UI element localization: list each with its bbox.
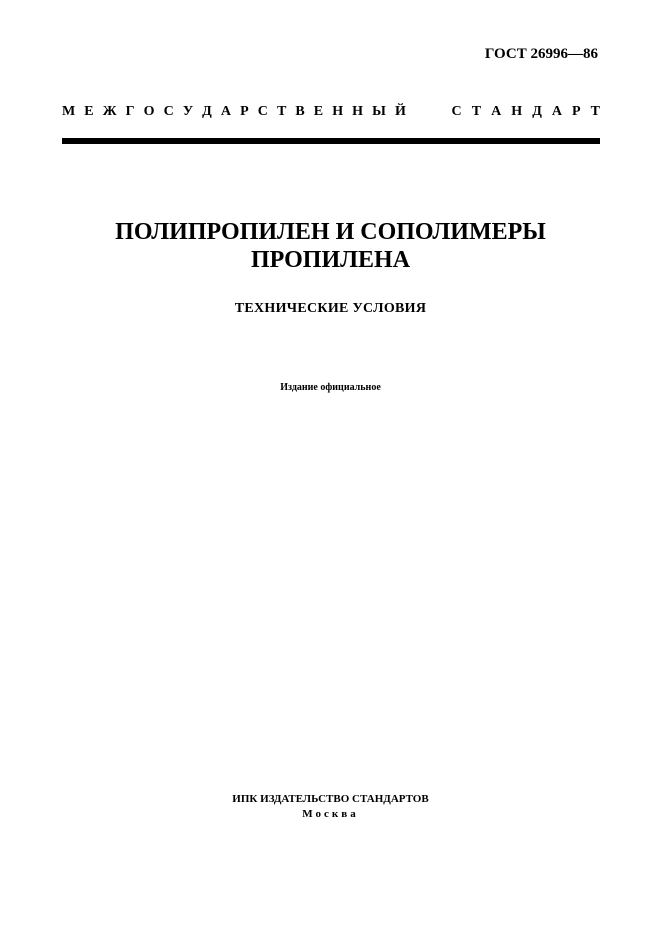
publisher: ИПК ИЗДАТЕЛЬСТВО СТАНДАРТОВ: [232, 793, 429, 805]
heading-rule: [62, 138, 600, 144]
publisher-city: Москва: [302, 808, 359, 820]
document-subtitle: ТЕХНИЧЕСКИЕ УСЛОВИЯ: [234, 301, 427, 316]
document-title: [0, 218, 661, 274]
gost-number: ГОСТ 26996—86: [484, 46, 598, 62]
edition-note: Издание официальное: [280, 382, 381, 393]
title-line-1: ПОЛИПРОПИЛЕН И СОПОЛИМЕРЫ: [115, 219, 546, 245]
standard-type-word1: М Е Ж Г О С У Д А Р С Т В Е Н Н Ы Й: [62, 104, 406, 119]
title-line-2: ПРОПИЛЕНА: [250, 247, 411, 273]
standard-type-heading: [62, 104, 600, 120]
standard-type-word2: С Т А Н Д А Р Т: [451, 104, 600, 119]
